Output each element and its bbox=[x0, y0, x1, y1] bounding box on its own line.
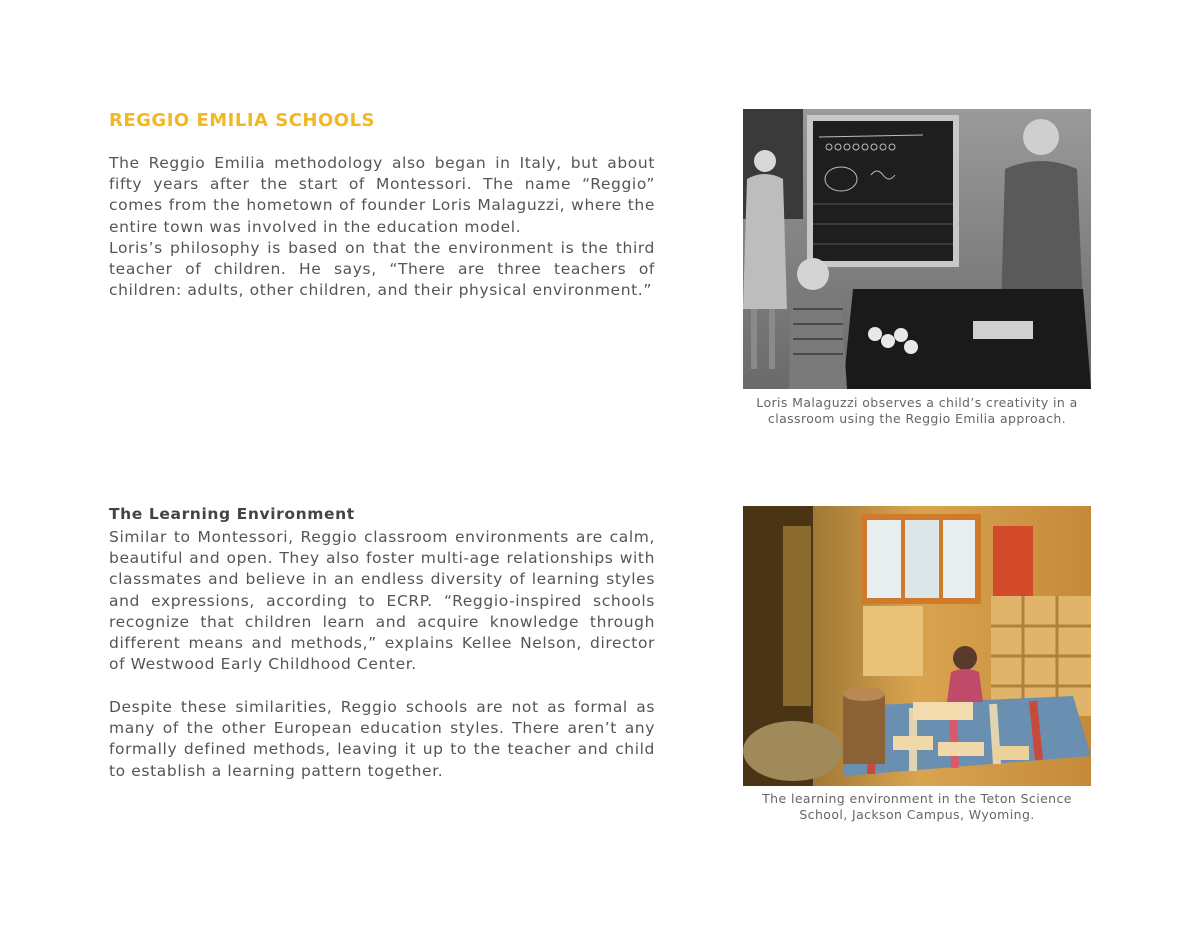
teton-classroom-photo bbox=[743, 506, 1091, 786]
learning-environment-heading: The Learning Environment bbox=[109, 505, 355, 523]
photo-1-caption: Loris Malaguzzi observes a child’s creativity in a classroom using the Reggio Emilia approach. bbox=[756, 395, 1078, 426]
section-heading: REGGIO EMILIA SCHOOLS bbox=[109, 110, 376, 131]
photo-2-caption: The learning environment in the Teton Science School, Jackson Campus, Wyoming. bbox=[762, 791, 1072, 822]
intro-paragraph-2: Loris’s philosophy is based on that the environment is the third teacher of children. He says, “There are three teachers of children: adults, other children, and their physical environment.” bbox=[109, 239, 655, 300]
body-paragraph-1: Similar to Montessori, Reggio classroom environments are calm, beautiful and open. They also foster multi-age relationships with classmates and believe in an endless diversity of learning styles and expressions, according to ECRP. “Reggio-inspired schools recognize that children learn and acquire knowledge through different means and methods,” explains Kellee Nelson, director of Westwood Early Childhood Center. bbox=[109, 528, 655, 674]
intro-paragraph-1: The Reggio Emilia methodology also began in Italy, but about fifty years after the start of Montessori. The name “Reggio” comes from the hometown of founder Loris Malaguzzi, where the entire town was involved in the education model. bbox=[109, 154, 655, 236]
body-paragraph-2: Despite these similarities, Reggio schools are not as formal as many of the other European education styles. There aren’t any formally defined methods, leaving it up to the teacher and child to establish a learning pattern together. bbox=[109, 698, 655, 780]
malaguzzi-classroom-photo bbox=[743, 109, 1091, 389]
